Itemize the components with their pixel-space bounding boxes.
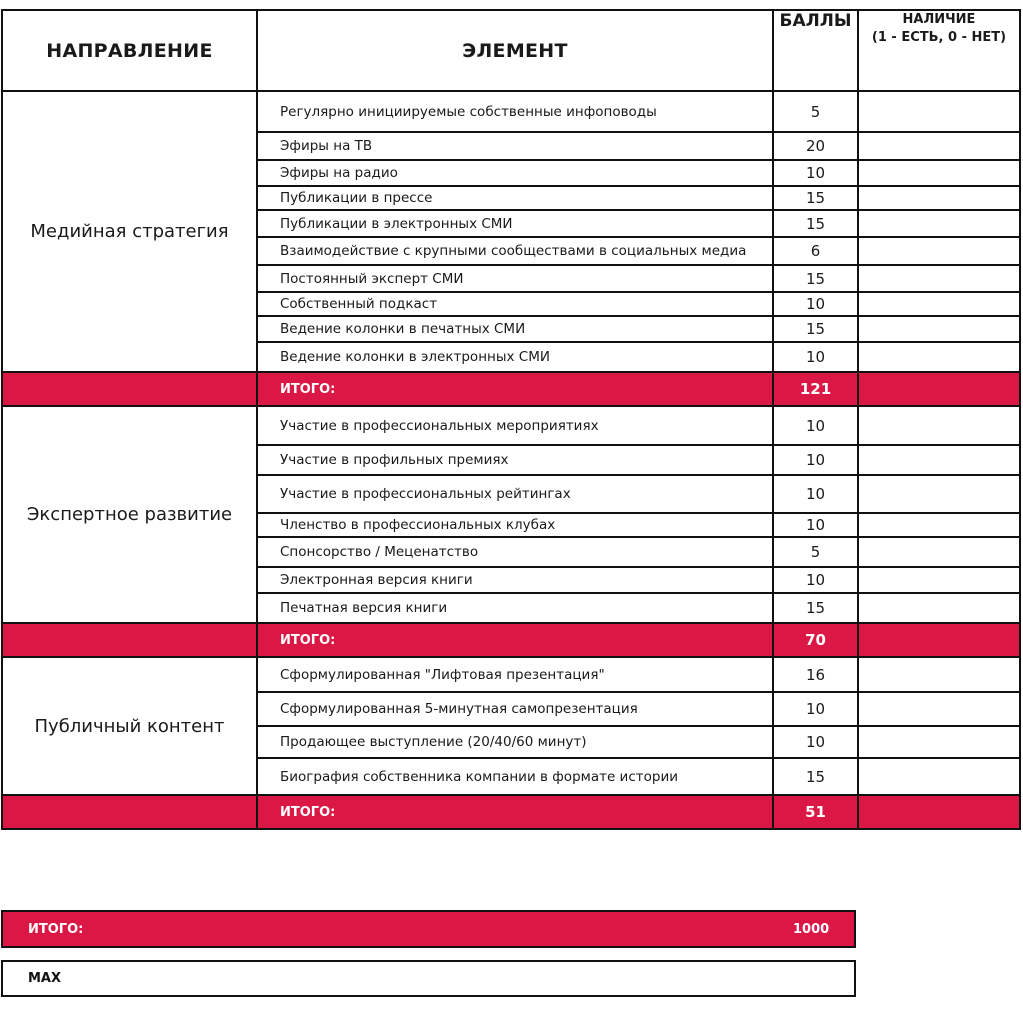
points-cell: 16 [773, 657, 858, 692]
availability-input-cell[interactable] [858, 657, 1020, 692]
total-availability-cell [858, 795, 1020, 829]
points-cell: 5 [773, 537, 858, 567]
header-points: БАЛЛЫ [773, 10, 858, 91]
element-cell: Членство в профессиональных клубах [257, 513, 773, 537]
points-cell: 5 [773, 91, 858, 132]
element-cell: Публикации в электронных СМИ [257, 210, 773, 237]
element-cell: Участие в профессиональных мероприятиях [257, 406, 773, 445]
section-total-value: 51 [773, 795, 858, 829]
points-cell: 20 [773, 132, 858, 160]
table-row [2, 91, 1020, 132]
points-cell: 15 [773, 186, 858, 210]
points-cell: 10 [773, 406, 858, 445]
points-cell: 15 [773, 265, 858, 292]
section-total-row [2, 795, 1020, 829]
availability-input-cell[interactable] [858, 567, 1020, 593]
header-availability-title: НАЛИЧИЕ [902, 12, 976, 27]
element-cell: Ведение колонки в электронных СМИ [257, 342, 773, 372]
points-cell: 10 [773, 160, 858, 186]
points-cell: 10 [773, 726, 858, 758]
score-table [1, 9, 1021, 830]
header-element: ЭЛЕМЕНТ [257, 10, 773, 91]
element-cell: Электронная версия книги [257, 567, 773, 593]
element-cell: Участие в профильных премиях [257, 445, 773, 475]
table-row [2, 657, 1020, 692]
availability-input-cell[interactable] [858, 406, 1020, 445]
grand-total-bar [1, 910, 856, 948]
section-total-label: ИТОГО: [257, 795, 773, 829]
availability-input-cell[interactable] [858, 593, 1020, 623]
grand-total-value: 1000 [793, 921, 830, 937]
points-cell: 15 [773, 210, 858, 237]
availability-input-cell[interactable] [858, 726, 1020, 758]
section-total-label: ИТОГО: [257, 623, 773, 657]
availability-input-cell[interactable] [858, 342, 1020, 372]
table-row [2, 406, 1020, 445]
header-direction: НАПРАВЛЕНИЕ [2, 10, 257, 91]
points-cell: 10 [773, 692, 858, 726]
element-cell: Продающее выступление (20/40/60 минут) [257, 726, 773, 758]
element-cell: Эфиры на ТВ [257, 132, 773, 160]
availability-input-cell[interactable] [858, 445, 1020, 475]
availability-input-cell[interactable] [858, 758, 1020, 795]
header-row [2, 10, 1020, 91]
points-cell: 15 [773, 316, 858, 342]
grand-total-label: ИТОГО: [28, 921, 84, 937]
max-bar [1, 960, 856, 997]
points-cell: 10 [773, 342, 858, 372]
availability-input-cell[interactable] [858, 210, 1020, 237]
direction-cell: Публичный контент [2, 657, 257, 795]
availability-input-cell[interactable] [858, 475, 1020, 513]
element-cell: Сформулированная "Лифтовая презентация" [257, 657, 773, 692]
element-cell: Взаимодействие с крупными сообществами в социальных медиа [257, 237, 773, 265]
availability-input-cell[interactable] [858, 692, 1020, 726]
availability-input-cell[interactable] [858, 91, 1020, 132]
element-cell: Ведение колонки в печатных СМИ [257, 316, 773, 342]
header-availability [858, 10, 1020, 91]
element-cell: Регулярно инициируемые собственные инфоповоды [257, 91, 773, 132]
points-cell: 6 [773, 237, 858, 265]
total-direction-cell [2, 623, 257, 657]
total-availability-cell [858, 372, 1020, 406]
element-cell: Биография собственника компании в формате истории [257, 758, 773, 795]
section-total-row [2, 623, 1020, 657]
points-cell: 10 [773, 445, 858, 475]
element-cell: Публикации в прессе [257, 186, 773, 210]
availability-input-cell[interactable] [858, 237, 1020, 265]
total-direction-cell [2, 795, 257, 829]
element-cell: Эфиры на радио [257, 160, 773, 186]
element-cell: Печатная версия книги [257, 593, 773, 623]
availability-input-cell[interactable] [858, 265, 1020, 292]
element-cell: Собственный подкаст [257, 292, 773, 316]
element-cell: Участие в профессиональных рейтингах [257, 475, 773, 513]
total-availability-cell [858, 623, 1020, 657]
points-cell: 10 [773, 475, 858, 513]
max-label: MAX [28, 971, 62, 986]
direction-cell: Медийная стратегия [2, 91, 257, 372]
points-cell: 10 [773, 513, 858, 537]
direction-cell: Экспертное развитие [2, 406, 257, 623]
points-cell: 10 [773, 567, 858, 593]
section-total-value: 121 [773, 372, 858, 406]
availability-input-cell[interactable] [858, 316, 1020, 342]
element-cell: Постоянный эксперт СМИ [257, 265, 773, 292]
points-cell: 15 [773, 758, 858, 795]
availability-input-cell[interactable] [858, 160, 1020, 186]
total-direction-cell [2, 372, 257, 406]
header-availability-hint: (1 - ЕСТЬ, 0 - НЕТ) [871, 30, 1007, 45]
points-cell: 15 [773, 593, 858, 623]
element-cell: Спонсорство / Меценатство [257, 537, 773, 567]
section-total-row [2, 372, 1020, 406]
availability-input-cell[interactable] [858, 292, 1020, 316]
section-total-label: ИТОГО: [257, 372, 773, 406]
availability-input-cell[interactable] [858, 513, 1020, 537]
availability-input-cell[interactable] [858, 537, 1020, 567]
element-cell: Сформулированная 5-минутная самопрезентация [257, 692, 773, 726]
availability-input-cell[interactable] [858, 132, 1020, 160]
section-total-value: 70 [773, 623, 858, 657]
availability-input-cell[interactable] [858, 186, 1020, 210]
points-cell: 10 [773, 292, 858, 316]
